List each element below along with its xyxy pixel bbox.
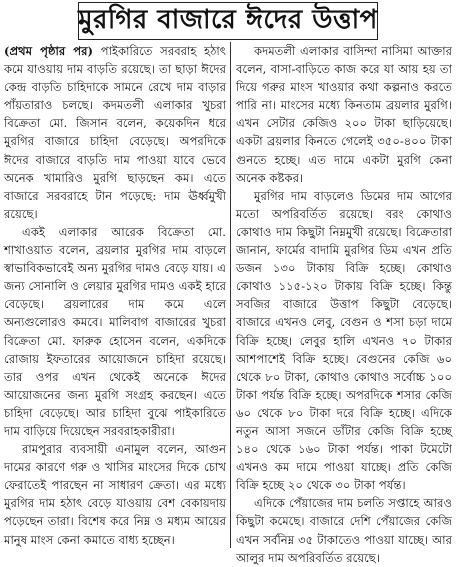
paragraph: একই এলাকার আরেক বিক্রেতা মো. শাখাওয়াত বলেন, ব্রয়লার মুরগির দাম বাড়লে স্বাভাবিকভাবেই অন্য মুরগির দামও বেড়ে যায়। এ জন্য সোনালি ও লেয়ার মুরগির দামও একই হারে বেড়েছে। ব্রয়লারের দাম কমে এলে অন্যগুলোরও কমবে। মালিবাগ বাজারের খুচরা বিক্রেতা মো. ফারুক হোসেন বলেন, একদিকে রোজায় ইফতারের আয়োজনে চাহিদা রয়েছে। তার ওপর এখন থেকেই অনেকে ঈদের আয়োজনের জন্য মুরগি সংগ্রহ করছেন। এতে চাহিদা বেড়েছে। আর চাহিদা বুঝে পাইকারিতে দাম বাড়িয়ে দিয়েছেন সরবরাহকারীরা। — [4, 224, 226, 438]
paragraph-text: পাইকারিতে সরবরাহ হঠাৎ কমে যাওয়ায় দাম বাড়তি রয়েছে। তা ছাড়া ঈদের কেন্দ্র বাড়তি চাহিদাকে সামনে রেখে দাম বাড়ার পাঁয়তারাও চলছে। কদমতলী এলাকার খুচরা বিক্রেতা মো. জিসান বলেন, কয়েকদিন ধরে মুরগির বাজারে চাহিদা বেড়েছে। অপরদিকে ঈদের বাজারে বাড়তি দাম পাওয়া যাবে ভেবে অনেক খামারিও মুরগি ছাড়ছেন কম। এতে বাজারে সরবরাহে টান পড়েছে: দাম ঊর্ধ্বমুখী রয়েছে। — [4, 44, 226, 221]
paragraph — [4, 42, 226, 223]
paragraph: রামপুরার ব্যবসায়ী এনামুল বলেন, আগুন দামের কারণে গরু ও খাসির মাংসের দিকে চোখ ফেরাতেই পারছেন না সাধারণ ক্রেতা। এর মধ্যে মুরগির দাম হঠাৎ বেড়ে যাওয়ায় বেশ বেকায়দায় পড়েছেন তারা। বিশেষ করে নিম্ন ও মধ্যম আয়ের মানুষ মাংস কেনা কমাতে বাধ্য হচ্ছেন। — [4, 442, 226, 547]
continued-from-front-page-label: (প্রথম পৃষ্ঠার পর) — [4, 44, 94, 58]
column-divider — [230, 42, 231, 548]
headline: মুরগির বাজারে ঈদের উত্তাপ — [78, 5, 378, 35]
article-column-left — [4, 42, 226, 550]
article-column-right — [236, 42, 452, 565]
headline-box — [78, 2, 378, 40]
paragraph: এদিকে পেঁয়াজের দাম চলতি সপ্তাহে আরও কিছুটা কমেছে। বাজারে দেশি পেঁয়াজের কেজি এখন সর্বনিম্ন ৩৫ টাকাতেও পাওয়া যাচ্ছে। আর আলুর দাম অপরিবর্তিত রয়েছে। — [236, 496, 452, 565]
paragraph: কদমতলী এলাকার বাসিন্দা নাসিমা আক্তার বলেন, বাসা-বাড়িতে কাজ করে যা আয় হয় তা দিয়ে গরুর মাংস খাওয়ার কথা কল্পনাও করতে পারি না। মাংসের মধ্যে কিনতাম ব্রয়লার মুরগি। এখন সেটার কেজিও ২০০ টাকা ছাড়িয়েছে। একটা ব্রয়লার কিনতে গেলেই ৩৫০-৪০০ টাকা গুনতে হচ্ছে। এত দামে একটা মুরগি কেনা অনেক কষ্টকর। — [236, 44, 452, 185]
paragraph: মুরগির দাম বাড়লেও ডিমের দাম আগের মতো অপরিবর্তিত রয়েছে। বরং কোথাও কোথাও দাম কিছুটা নিম্নমুখী রয়েছে। বিক্রেতারা জানান, ফার্মের বাদামি মুরগির ডিম এখন প্রতি ডজন ১৩০ টাকায় বিক্রি হচ্ছে। কোথাও কোথাও ১১৫-১২০ টাকায় বিক্রি হচ্ছে। কিন্তু সবজির বাজারে উত্তাপ কিছুটা বেড়েছে। বাজারে এখনও লেবু, বেগুন ও শসা চড়া দামে বিক্রি হচ্ছে। লেবুর হালি এখনও ৭০ টাকার আশপাশেই বিক্রি হচ্ছে। বেগুনের কেজি ৬০ থেকে ৮০ টাকা, কোথাও কোথাও সর্বোচ্চ ১০০ টাকা পর্যন্ত বিক্রি হচ্ছে। অপরদিকে শসার কেজি ৬০ থেকে ৮০ টাকা দরে বিক্রি হচ্ছে। এদিকে নতুন আসা সজনে ডাঁটার কেজি বিক্রি হচ্ছে ১৪০ থেকে ১৬০ টাকা পর্যন্ত। পাকা টমেটো এখনও কম দামে পাওয়া যাচ্ছে। প্রতি কেজি বিক্রি হচ্ছে ২০ থেকে ৩০ টাকা পর্যন্ত। — [236, 188, 452, 493]
